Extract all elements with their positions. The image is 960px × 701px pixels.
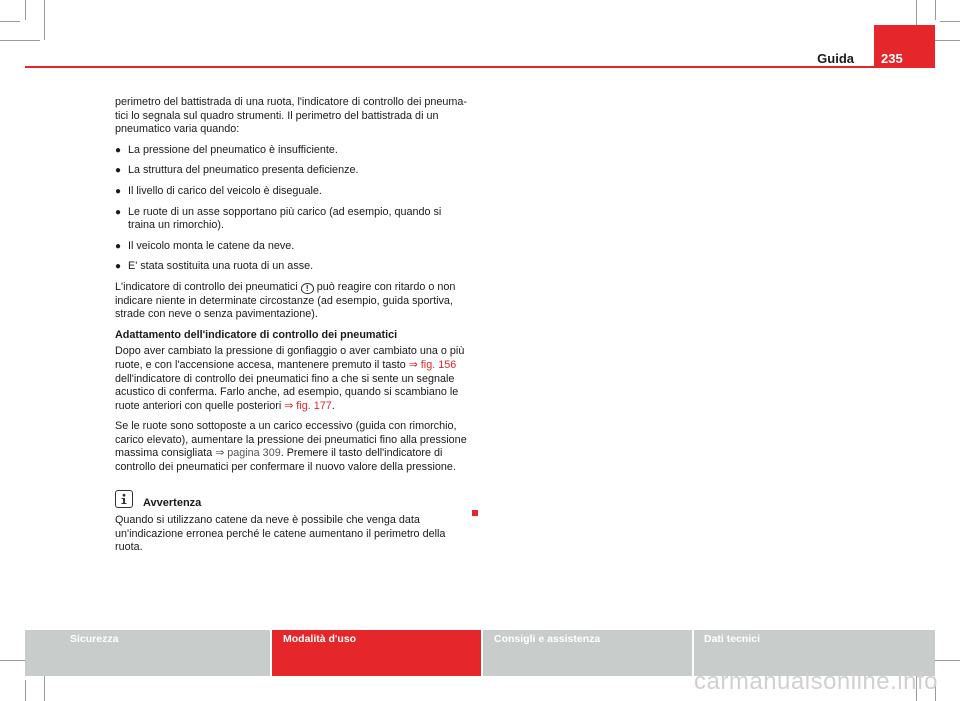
calibration-paragraph: [115, 345, 467, 413]
note-header: [115, 489, 467, 511]
header-rule: [25, 66, 935, 68]
page-309-link[interactable]: ⇒ pagina 309: [215, 447, 281, 460]
text-run: . Premere il tasto dell'indicatore di controllo dei pneumatici per confermare il nuovo valore della pressione.: [115, 447, 456, 474]
main-content: [115, 96, 467, 555]
list-item: [115, 240, 467, 254]
note-text: Quando si utilizzano catene da neve è possibile che venga data un'indicazione erronea perché le catene aumentano il perimetro della ruota.: [115, 514, 446, 554]
list-item: [115, 164, 467, 178]
section-title: Guida: [817, 51, 854, 66]
text-run: .: [331, 399, 335, 412]
heavy-load-paragraph: [115, 420, 467, 474]
page-number: 235: [881, 51, 903, 66]
crop-mark: [0, 40, 40, 41]
tab-consigli-e-assistenza[interactable]: Consigli e assistenza: [483, 630, 692, 676]
fig-177-link[interactable]: ⇒ fig. 177: [284, 399, 332, 412]
crop-mark: [44, 0, 45, 40]
subheading: Adattamento dell'indicatore di controllo dei pneumatici: [115, 328, 398, 341]
note-title: Avvertenza: [143, 496, 202, 509]
text-run: dell'indicatore di controllo dei pneumatici fino a che si sente un segnale acustico di conferma. Farlo anche, ad esempio, quando si scambiano le ruote anteriori con quelle posteriori: [115, 372, 459, 412]
list-item: [115, 206, 467, 233]
crop-mark: [935, 0, 936, 20]
fig-156-link[interactable]: ⇒ fig. 156: [408, 358, 457, 371]
text-run: L'indicatore di controllo dei pneumatici: [115, 280, 301, 293]
tab-dati-tecnici[interactable]: Dati tecnici: [694, 630, 935, 676]
list-item: [115, 185, 467, 199]
list-item-text: E' stata sostituita una ruota di un asse.: [128, 260, 314, 273]
tab-sicurezza[interactable]: Sicurezza: [25, 630, 270, 676]
watermark: carmanualsonline.info: [694, 668, 938, 695]
bullet-icon: ●: [115, 185, 122, 197]
text-run: può reagire con ritardo o non indicare niente in determinate circostanze (ad esempio, guida sportiva, strade con neve o senza pavimentazione).: [115, 280, 456, 321]
end-of-section-marker: [472, 510, 478, 516]
bullet-icon: ●: [115, 144, 122, 156]
info-note-icon: [115, 490, 133, 508]
note-box: [115, 489, 467, 555]
tpms-delay-paragraph: [115, 281, 467, 322]
bullet-icon: ●: [115, 206, 122, 218]
list-item-text: La pressione del pneumatico è insufficiente.: [128, 143, 338, 156]
crop-mark: [0, 21, 20, 22]
info-glyph-icon: [118, 493, 130, 505]
list-item-text: Il veicolo monta le catene da neve.: [128, 239, 295, 252]
list-item-text: Il livello di carico del veicolo è diseguale.: [128, 184, 322, 197]
tpms-warning-icon: !: [301, 283, 314, 294]
list-item-text: La struttura del pneumatico presenta deficienze.: [128, 164, 359, 177]
crop-mark: [25, 0, 26, 20]
tab-modalita-duso[interactable]: Modalità d'uso: [272, 630, 481, 676]
condition-list: [115, 144, 467, 274]
text-run: Dopo aver cambiato la pressione di gonfiaggio o aver cambiato una o più ruote, e con l'accensione accesa, mantenere premuto il tasto: [115, 345, 465, 371]
text-run: Se le ruote sono sottoposte a un carico eccessivo (guida con rimorchio, carico elevato), aumentare la pressione dei pneumatici fino alla pressione massima consigliata: [115, 420, 467, 460]
list-item-text: Le ruote di un asse sopportano più carico (ad esempio, quando si traina un rimorchio).: [128, 205, 442, 232]
bullet-icon: ●: [115, 261, 122, 273]
list-item: [115, 144, 467, 158]
bullet-icon: ●: [115, 240, 122, 252]
bullet-icon: ●: [115, 165, 122, 177]
intro-paragraph: perimetro del battistrada di una ruota, l'indicatore di controllo dei pneumatici lo segnala sul quadro strumenti. Il perimetro del battistrada di un pneumatico varia quando:: [115, 96, 467, 136]
list-item: [115, 260, 467, 274]
crop-mark: [25, 680, 26, 701]
crop-mark: [940, 21, 960, 22]
